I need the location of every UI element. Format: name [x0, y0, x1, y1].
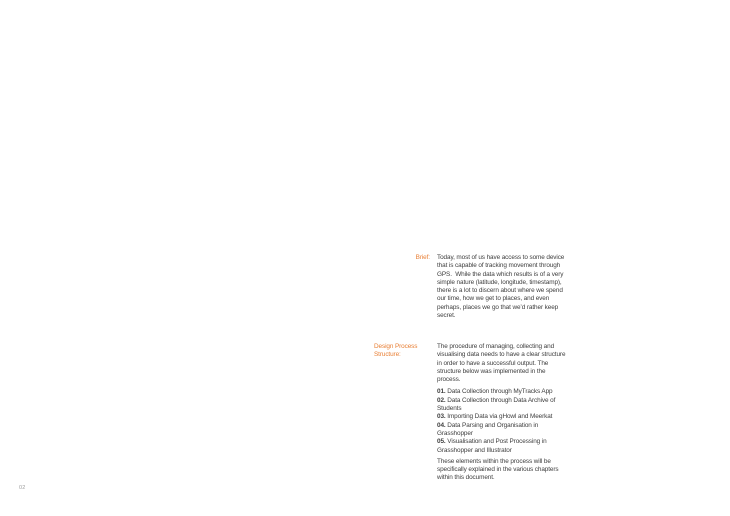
page-number: 02 [19, 485, 26, 491]
text-line: perhaps, places we go that we’d rather keep [437, 303, 559, 311]
step-number: 03. [437, 413, 446, 421]
design-process-label-line: Structure: [374, 351, 401, 359]
text-line: in order to have a successful output. The [437, 359, 549, 367]
step-text: Importing Data via gHowl and Meerkat [445, 413, 553, 421]
step-text: Grasshopper and Illustrator [437, 446, 512, 454]
text-line: our time, how we get to places, and even [437, 295, 550, 303]
step-number: 01. [437, 388, 446, 396]
step-row [437, 413, 565, 421]
design-process-steps [437, 388, 565, 454]
text-line: simple nature (latitude, longitude, timestamp), [437, 278, 562, 286]
step-number: 05. [437, 438, 446, 446]
text-line: that is capable of tracking movement through [437, 262, 561, 270]
design-process-intro [437, 343, 565, 384]
brief-label-text: Brief: [415, 254, 430, 261]
step-row [437, 447, 565, 455]
step-row [437, 430, 565, 438]
text-line: specifically explained in the various chapters [437, 466, 559, 474]
step-text: Students [437, 405, 462, 413]
step-row [437, 397, 565, 405]
step-text: Grasshopper [437, 429, 473, 437]
step-row [437, 388, 565, 396]
text-line: These elements within the process will be [437, 457, 551, 465]
step-row [437, 438, 565, 446]
step-row [437, 405, 565, 413]
brief-paragraph [437, 254, 564, 320]
text-line: within this document. [437, 474, 495, 482]
brief-label [374, 254, 430, 262]
design-process-label-line: Design Process [374, 343, 418, 350]
step-text: Visualisation and Post Processing in [445, 438, 547, 446]
design-process-content [437, 343, 565, 483]
text-line: The procedure of managing, collecting and [437, 343, 555, 350]
text-line: GPS. While the data which results is of a very [437, 270, 564, 278]
text-line: structure below was implemented in the [437, 367, 546, 375]
text-line: process. [437, 376, 461, 384]
step-text: Data Parsing and Organisation in [445, 421, 539, 429]
step-text: Data Collection through Data Archive of [445, 396, 556, 404]
step-text: Data Collection through MyTracks App [445, 388, 553, 396]
text-line: visualising data needs to have a clear structure [437, 351, 566, 359]
design-process-outro [437, 458, 565, 483]
step-number: 02. [437, 396, 446, 404]
text-line: there is a lot to discern about where we spend [437, 287, 563, 295]
step-number: 04. [437, 421, 446, 429]
step-row [437, 422, 565, 430]
design-process-label [374, 343, 434, 360]
text-line: secret. [437, 312, 456, 320]
text-line: Today, most of us have access to some device [437, 254, 565, 261]
